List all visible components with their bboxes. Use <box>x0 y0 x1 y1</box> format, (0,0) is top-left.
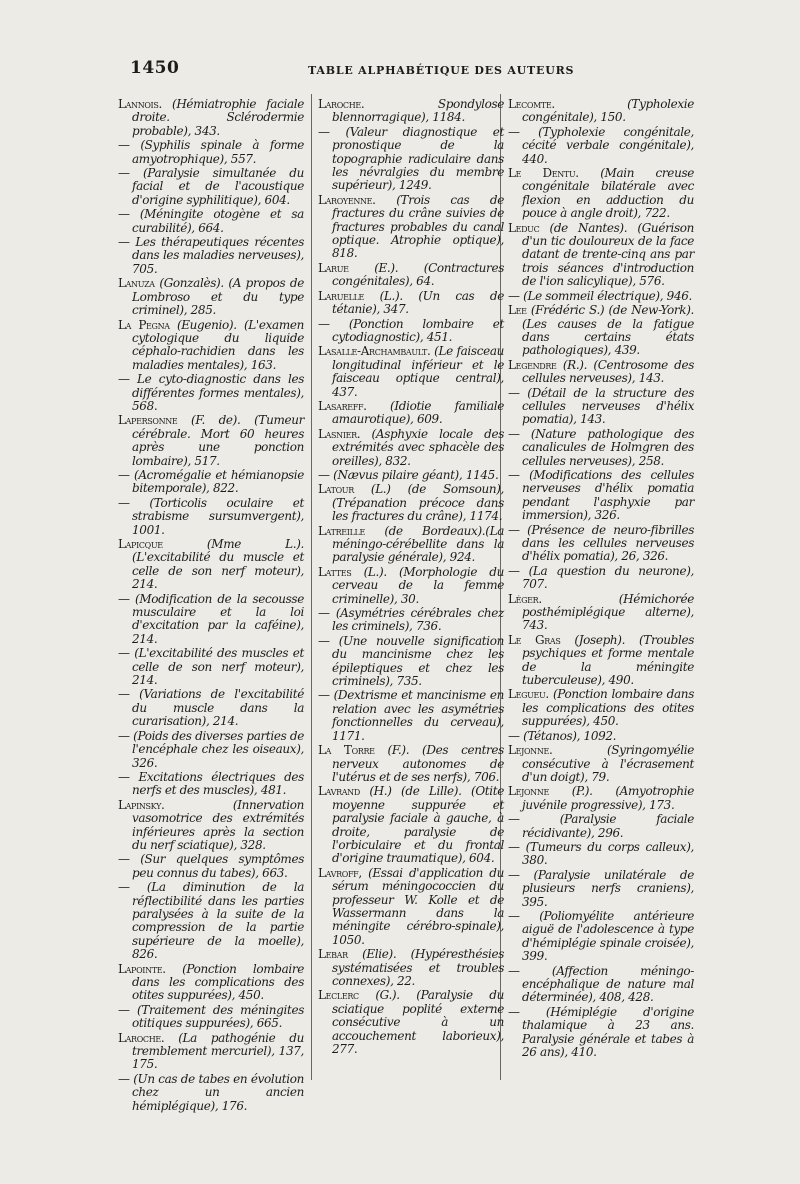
index-entry <box>118 593 304 647</box>
author-name: — <box>508 288 520 303</box>
index-entry <box>118 319 304 373</box>
author-name: — <box>118 235 130 250</box>
entry-text: (Hémiatrophie faciale droite. Sclérodermie probable), 343. <box>132 97 304 138</box>
index-entry <box>508 841 694 868</box>
index-entry <box>508 98 694 125</box>
index-entry <box>118 1004 304 1031</box>
index-entry <box>508 565 694 592</box>
index-column-3 <box>508 98 694 1060</box>
entry-text: (de Bordeaux).(La méningo-cérébellite dans la paralysie générale), 924. <box>332 523 505 565</box>
author-name: Legueu. <box>508 687 549 702</box>
index-entry <box>508 869 694 909</box>
entry-text: (Le sommeil électrique), 946. <box>523 288 692 303</box>
entry-text: Spondylose blennorragique), 1184. <box>332 97 504 125</box>
index-entry <box>118 730 304 770</box>
entry-text: (Dextrisme et mancinisme en relation avec les asymétries fonctionnelles du cerveau), 1171. <box>332 688 504 743</box>
index-entry <box>318 607 504 634</box>
entry-text: (Main creuse congénitale bilatérale avec flexion en adduction du pouce à angle droit), 722. <box>522 166 695 221</box>
author-name: — <box>118 467 130 482</box>
entry-text: (Gonzalès). (A propos de Lombroso et du type criminel), 285. <box>132 276 304 318</box>
index-entry <box>508 730 694 743</box>
entry-text: (Modification de la secousse musculaire et la loi d'excitation par la caféine), 214. <box>132 591 304 646</box>
author-name: Lapinsky. <box>118 797 165 812</box>
index-entry <box>318 262 504 289</box>
entry-text: (Essai d'application du sérum méningococcien du professeur W. Kolle et de Wassermann dans la méningite cérébro-spinale), 1050. <box>332 865 504 947</box>
entry-text: (Frédéric S.) (de New-York). (Les causes de la fatigue dans certains états pathologiques), 439. <box>522 303 694 358</box>
author-name: Le Dentu. <box>508 166 579 181</box>
index-entry <box>118 881 304 961</box>
author-name: Laroche. <box>318 97 365 111</box>
entry-text: (Présence de neuro-fibrilles dans les cellules nerveuses d'hélix pomatia), 26, 326. <box>522 522 694 564</box>
author-name: — <box>508 467 520 482</box>
index-entry <box>118 647 304 687</box>
entry-text: (R.). (Centrosome des cellules nerveuses), 143. <box>522 357 695 386</box>
index-entry <box>318 290 504 317</box>
author-name: — <box>318 124 330 139</box>
index-entry <box>118 414 304 468</box>
index-entry <box>118 98 304 138</box>
index-entry <box>318 989 504 1056</box>
entry-text: (E.). (Contractures congénitales), 64. <box>332 260 505 289</box>
entry-text: (H.) (de Lille). (Otite moyenne suppurée et paralysie faciale à gauche, à droite, paralysie de l'orbiculaire et du frontal d'origine traumatique), 604. <box>332 784 504 866</box>
index-entry <box>508 359 694 386</box>
author-name: — <box>508 963 520 978</box>
author-name: — <box>118 166 130 181</box>
index-entry <box>508 290 694 303</box>
author-name: Lejonne. <box>508 743 553 758</box>
index-entry <box>118 236 304 276</box>
entry-text: (Paralysie simultanée du facial et de l'acoustique d'origine syphilitique), 604. <box>132 166 305 207</box>
index-entry <box>318 318 504 345</box>
entry-text: (Hémiplégie d'origine thalamique à 23 ans. Paralysie générale et tabes à 26 ans), 410. <box>522 1004 694 1060</box>
author-name: Léger. <box>508 591 542 606</box>
entry-text: (Paralysie faciale récidivante), 296. <box>522 812 694 840</box>
author-name: — <box>118 728 130 743</box>
author-name: Le Gras <box>508 632 561 647</box>
entry-text: (L.). (Morphologie du cerveau de la femme criminelle), 30. <box>332 564 505 606</box>
entry-text: (Sur quelques symptômes peu connus du tabes), 663. <box>132 852 304 880</box>
entry-text: (Le faisceau longitudinal inférieur et le faisceau optique central), 437. <box>332 344 504 399</box>
author-name: — <box>508 1004 520 1019</box>
index-entry <box>318 744 504 784</box>
running-title: TABLE ALPHABÉTIQUE DES AUTEURS <box>308 64 575 77</box>
entry-text: (G.). (Paralysie du sciatique poplité externe consécutive à un accouchement laborieux), 277. <box>332 988 504 1057</box>
index-entry <box>318 689 504 743</box>
entry-text: (Poliomyélite antérieure aiguë de l'adolescence à type d'hémiplégie spinale croisée), 399. <box>522 908 694 964</box>
author-name: — <box>118 495 130 510</box>
page-number: 1450 <box>130 58 180 78</box>
entry-text: Le cyto-diagnostic dans les différentes formes mentales), 568. <box>132 372 304 413</box>
entry-text: (P.). (Amyotrophie juvénile progressive), 173. <box>522 784 695 812</box>
index-entry <box>118 1032 304 1072</box>
author-name: — <box>508 426 520 441</box>
author-name: — <box>118 1002 130 1017</box>
author-name: — <box>508 563 520 578</box>
author-name: La Torre <box>318 743 375 758</box>
author-name: — <box>118 880 130 895</box>
author-name: — <box>118 207 130 222</box>
author-name: — <box>318 606 330 621</box>
entry-text: (de Nantes). (Guérison d'un tic douloureux de la face datant de trente-cinq ans par trois séances d'introduction de l'ion salicylique), 576. <box>522 220 695 289</box>
entry-text: (Torticolis oculaire et strabisme sursumvergent), 1001. <box>132 495 305 537</box>
entry-text: (Tumeurs du corps calleux), 380. <box>522 839 695 868</box>
entry-text: (Variations de l'excitabilité du muscle dans la curarisation), 214. <box>132 687 304 729</box>
author-name: La Pegna <box>118 317 170 332</box>
author-name: Lejonne <box>508 784 549 799</box>
author-name: Lebar <box>318 947 348 962</box>
author-name: Lecomte. <box>508 97 555 111</box>
index-entry <box>508 1006 694 1060</box>
entry-text: (Syringomyélie consécutive à l'écrasement d'un doigt), 79. <box>522 743 694 784</box>
index-entry <box>318 948 504 988</box>
index-entry <box>118 139 304 166</box>
entry-text: (Acromégalie et hémianopsie bitemporale), 822. <box>132 467 304 496</box>
entry-text: (Ponction lombaire dans les complications des otites suppurées), 450. <box>132 961 305 1003</box>
index-entry <box>508 222 694 289</box>
entry-text: (Idiotie familiale amaurotique), 609. <box>332 398 505 427</box>
entry-text: (F.). (Des centres nerveux autonomes de l'utérus et de ses nerfs), 706. <box>332 743 504 784</box>
entry-text: Excitations électriques des nerfs et des muscles), 481. <box>132 769 304 798</box>
author-name: — <box>508 812 520 827</box>
author-name: — <box>118 372 130 387</box>
index-entry <box>318 400 504 427</box>
index-entry <box>118 373 304 413</box>
index-column-1 <box>118 98 304 1114</box>
index-entry <box>318 98 504 125</box>
index-entry <box>508 126 694 166</box>
index-entry <box>318 566 504 606</box>
author-name: — <box>118 1071 130 1086</box>
author-name: Laroche. <box>118 1030 165 1045</box>
entry-text: (La pathogénie du tremblement mercuriel), 137, 175. <box>132 1030 304 1072</box>
index-entry <box>508 910 694 964</box>
entry-text: (Mme L.). (L'excitabilité du muscle et celle de son nerf moteur), 214. <box>132 537 304 592</box>
author-name: Leclerc <box>318 988 359 1003</box>
index-entry <box>318 194 504 261</box>
index-entry <box>318 525 504 565</box>
index-entry <box>508 524 694 564</box>
index-entry <box>508 167 694 221</box>
index-entry <box>118 1073 304 1113</box>
author-name: Latour <box>318 482 354 497</box>
index-entry <box>118 688 304 728</box>
index-entry <box>118 497 304 537</box>
index-entry <box>318 635 504 689</box>
index-entry <box>508 387 694 427</box>
index-column-2 <box>318 98 504 1057</box>
entry-text: (Traitement des méningites otitiques suppurées), 665. <box>132 1002 305 1031</box>
index-entry <box>318 483 504 523</box>
author-name: — <box>118 687 130 702</box>
entry-text: (F. de). (Tumeur cérébrale. Mort 60 heures après une ponction lombaire), 517. <box>132 413 305 468</box>
entry-text: (Hémichorée posthémiplégique alterne), 743. <box>522 591 694 633</box>
entry-text: (Méningite otogène et sa curabilité), 664. <box>132 207 304 235</box>
index-entry <box>508 428 694 468</box>
author-name: — <box>118 138 130 153</box>
column-divider <box>311 94 312 1080</box>
entry-text: (Eugenio). (L'examen cytologique du liquide céphalo-rachidien dans les maladies mentales), 163. <box>132 317 304 372</box>
entry-text: (Joseph). (Troubles psychiques et forme mentale de la méningite tuberculeuse), 490. <box>522 632 695 688</box>
entry-text: (Nature pathologique des canalicules de Holmgren des cellules nerveuses), 258. <box>522 426 695 468</box>
entry-text: (L.) (de Somsoun), (Trépanation précoce dans les fractures du crâne), 1174. <box>332 482 504 524</box>
entry-text: (Asphyxie locale des extrémités avec sphacèle des oreilles), 832. <box>332 426 505 468</box>
author-name: Lasareff. <box>318 398 367 413</box>
entry-text: (Syphilis spinale à forme amyotrophique), 557. <box>132 138 304 166</box>
entry-text: (Une nouvelle signification du mancinisme chez les épileptiques et chez les criminels), 735. <box>332 633 505 689</box>
author-name: — <box>118 591 130 606</box>
index-entry <box>318 126 504 193</box>
entry-text: (L.). (Un cas de tétanie), 347. <box>332 288 504 317</box>
author-name: Lasnier. <box>318 426 361 441</box>
entry-text: (Elie). (Hypéresthésies systématisées et troubles connexes), 22. <box>332 947 504 988</box>
author-name: — <box>508 522 520 537</box>
author-name: Lanuza <box>118 276 155 291</box>
author-name: — <box>318 633 330 648</box>
author-name: — <box>508 867 520 882</box>
author-name: Lee <box>508 303 527 318</box>
index-entry <box>508 813 694 840</box>
index-entry <box>318 785 504 865</box>
entry-text: Les thérapeutiques récentes dans les maladies nerveuses), 705. <box>132 235 304 276</box>
author-name: — <box>118 852 130 867</box>
author-name: Larue <box>318 260 349 275</box>
entry-text: (La question du neurone), 707. <box>522 563 694 592</box>
author-name: — <box>118 769 130 784</box>
entry-text: (Innervation vasomotrice des extrémités inférieures après la section du nerf sciatique), 328. <box>132 797 304 852</box>
entry-text: (La diminution de la réflectibilité dans les parties paralysées à la suite de la compression de la partie supérieure de la moelle), 826. <box>132 880 304 962</box>
index-entry <box>318 428 504 468</box>
entry-text: (Ponction lombaire dans les complications des otites suppurées), 450. <box>522 687 694 729</box>
entry-text: (Nævus pilaire géant), 1145. <box>333 467 499 482</box>
index-entry <box>118 208 304 235</box>
index-entry <box>318 469 504 482</box>
author-name: — <box>508 908 520 923</box>
entry-text: (L'excitabilité des muscles et celle de son nerf moteur), 214. <box>132 646 304 688</box>
index-entry <box>508 593 694 633</box>
index-entry <box>118 853 304 880</box>
author-name: Lannois. <box>118 97 162 111</box>
entry-text: (Détail de la structure des cellules nerveuses d'hélix pomatia), 143. <box>522 385 695 427</box>
index-entry <box>318 345 504 399</box>
index-entry <box>118 469 304 496</box>
entry-text: (Ponction lombaire et cytodiagnostic), 451. <box>332 316 504 344</box>
index-entry <box>118 167 304 207</box>
author-name: Lapicque <box>118 537 163 551</box>
author-name: Lattes <box>318 564 352 579</box>
entry-text: (Tétanos), 1092. <box>523 728 617 743</box>
entry-text: (Asymétries cérébrales chez les criminels), 736. <box>332 606 504 634</box>
author-name: — <box>318 688 330 703</box>
author-name: Lasalle-Archambault. <box>318 344 431 359</box>
author-name: Laroyenne. <box>318 192 376 207</box>
author-name: — <box>508 124 520 139</box>
entry-text: (Modifications des cellules nerveuses d'hélix pomatia pendant l'asphyxie par immersion), 326. <box>522 467 695 523</box>
index-entry <box>508 688 694 728</box>
index-entry <box>118 771 304 798</box>
author-name: Lapersonne <box>118 413 178 428</box>
author-name: — <box>318 316 330 331</box>
author-name: Lapointe. <box>118 961 166 976</box>
author-name: — <box>508 385 520 400</box>
entry-text: (Affection méningo-encéphalique de nature mal déterminée), 408, 428. <box>522 963 695 1005</box>
author-name: Leduc <box>508 220 540 235</box>
author-name: — <box>118 646 130 661</box>
entry-text: (Typholexie congénitale, cécité verbale congénitale), 440. <box>522 124 695 166</box>
index-entry <box>118 277 304 317</box>
index-entry <box>508 744 694 784</box>
entry-text: (Un cas de tabes en évolution chez un ancien hémiplégique), 176. <box>132 1071 304 1113</box>
index-entry <box>508 785 694 812</box>
author-name: Lavroff, <box>318 865 362 880</box>
entry-text: (Poids des diverses parties de l'encéphale chez les oiseaux), 326. <box>132 728 304 770</box>
index-entry <box>508 469 694 523</box>
index-entry <box>118 963 304 1003</box>
index-entry <box>118 799 304 853</box>
index-entry <box>118 538 304 592</box>
index-entry <box>508 965 694 1005</box>
author-name: — <box>508 839 520 854</box>
author-name: Lavrand <box>318 784 360 799</box>
entry-text: (Valeur diagnostique et pronostique de la topographie radiculaire dans les névralgies du membre supérieur), 1249. <box>332 124 504 193</box>
entry-text: (Trois cas de fractures du crâne suivies de fractures probables du canal optique. Atrophie optique), 818. <box>332 192 504 261</box>
author-name: — <box>508 728 520 743</box>
index-entry <box>508 304 694 358</box>
page-header <box>118 58 698 84</box>
author-name: Laruelle <box>318 288 365 303</box>
author-name: — <box>318 467 330 482</box>
index-entry <box>318 867 504 947</box>
entry-text: (Paralysie unilatérale de plusieurs nerfs craniens), 395. <box>522 867 695 909</box>
author-name: Legendre <box>508 357 557 372</box>
entry-text: (Typholexie congénitale), 150. <box>522 97 694 125</box>
index-entry <box>508 634 694 688</box>
author-name: Latreille <box>318 523 365 538</box>
